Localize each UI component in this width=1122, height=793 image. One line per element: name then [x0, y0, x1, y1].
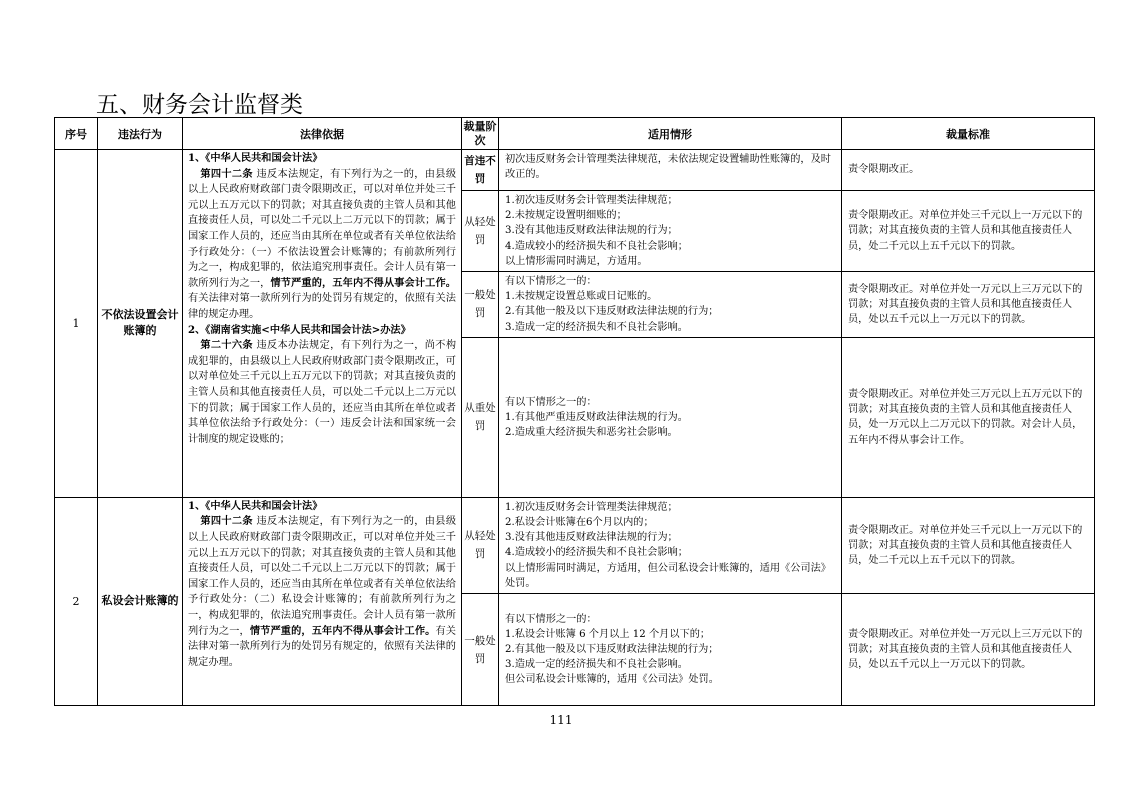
law-text: 违反本法规定，有下列行为之一的，由县级以上人民政府财政部门责令限期改正，可以对单位并处三千元以上五万元以下的罚款；对其直接负责的主管人员和其他直接责任人员，可以处二千元以上二万元以下的罚款；属于国家工作人员的，还应当由其所在单位或者有关单位依法给予行政处分：（一）不依法设置会计账簿的；有前款所列行为之一，构成犯罪的，依法追究刑事责任。会计人员有第一款所列行为之一， — [188, 168, 457, 289]
law-article: 第四十二条 — [200, 515, 253, 528]
situation-line: 1.有其他严重违反财政法律法规的行为。 — [505, 411, 688, 423]
standard-cell: 责令限期改正。对单位并处一万元以上三万元以下的罚款；对其直接负责的主管人员和其他直接责任人员，处以五千元以上一万元以下的罚款。 — [842, 272, 1095, 338]
table-row — [55, 150, 1095, 191]
penalty-discretion-table — [54, 117, 1095, 706]
table-row — [55, 497, 1095, 593]
situation-line: 以上情形需同时满足，方适用，但公司私设会计账簿的，适用《公司法》处罚。 — [505, 562, 831, 589]
situation-cell — [499, 272, 842, 338]
law-text-bold: 情节严重的，五年内不得从事会计工作。 — [249, 624, 436, 637]
situation-line: 2.有其他一般及以下违反财政法律法规的行为； — [505, 643, 719, 655]
violation-act: 不依法设置会计账簿的 — [98, 150, 183, 498]
legal-basis — [183, 150, 462, 498]
situation-line: 初次违反财务会计管理类法律规范，未依法规定设置辅助性账簿的，及时改正的。 — [505, 154, 831, 181]
situation-cell — [499, 150, 842, 191]
situation-cell — [499, 191, 842, 272]
legal-basis — [183, 497, 462, 705]
page-number: 111 — [549, 713, 573, 727]
situation-line: 以上情形需同时满足，方适用。 — [505, 255, 648, 267]
situation-line: 2.未按规定设置明细账的； — [505, 210, 627, 222]
header-act: 违法行为 — [98, 118, 183, 150]
situation-line: 3.造成一定的经济损失和不良社会影响。 — [505, 659, 688, 671]
situation-cell — [499, 594, 842, 706]
law-text: 违反本法规定，有下列行为之一的，由县级以上人民政府财政部门责令限期改正，可以对单位并处三千元以上五万元以下的罚款；对其直接负责的主管人员和其他直接责任人员，可以处二千元以上二万元以下的罚款；属于国家工作人员的，还应当由其所在单位或者有关单位依法给予行政处分：（二）私设会计账簿的；有前款所列行为之一，构成犯罪的，依法追究刑事责任。会计人员有第一款所列行为之一， — [188, 516, 457, 637]
situation-line: 4.造成较小的经济损失和不良社会影响； — [505, 547, 688, 559]
law-text: 违反本办法规定，有下列行为之一，尚不构成犯罪的，由县级以上人民政府财政部门责令限期改正，可以对单位处三千元以上五万元以下的罚款；对其直接负责的主管人员和其他直接责任人员，可以处二千元以上二万元以下的罚款；属于国家工作人员的，还应当由其所在单位或者其单位依法给予行政处分：（一）违反会计法和国家统一会计制度的规定设账的； — [188, 340, 457, 445]
situation-line: 有以下情形之一的： — [505, 276, 597, 288]
law-text: 有关法律对第一款所列行为的处罚另有规定的，依照有关法律的规定办理。 — [188, 293, 456, 320]
situation-line: 3.没有其他违反财政法律法规的行为； — [505, 225, 678, 237]
law-article: 第四十二条 — [200, 167, 253, 180]
level-label: 从轻处罚 — [462, 191, 499, 272]
standard-cell: 责令限期改正。 — [842, 150, 1095, 191]
law-text: 有关法律对第一款所列行为的处罚另有规定的，依照有关法律的规定办理。 — [188, 625, 456, 668]
law-text-bold: 情节严重的，五年内不得从事会计工作。 — [270, 276, 456, 289]
situation-line: 2.造成重大经济损失和恶劣社会影响。 — [505, 426, 678, 438]
situation-line: 1.初次违反财务会计管理类法律规范； — [505, 501, 678, 513]
header-level: 裁量阶次 — [462, 118, 499, 150]
law-heading: 2、《湖南省实施<中华人民共和国会计法>办法》 — [188, 323, 411, 336]
situation-line: 但公司私设会计账簿的，适用《公司法》处罚。 — [505, 674, 719, 686]
violation-act: 私设会计账簿的 — [98, 497, 183, 705]
level-label: 从轻处罚 — [462, 497, 499, 593]
level-label: 一般处罚 — [462, 272, 499, 338]
standard-cell: 责令限期改正。对单位并处三千元以上一万元以下的罚款；对其直接负责的主管人员和其他直接责任人员，处二千元以上五千元以下的罚款。 — [842, 497, 1095, 593]
table-header-row — [55, 118, 1095, 150]
standard-cell: 责令限期改正。对单位并处一万元以上三万元以下的罚款；对其直接负责的主管人员和其他直接责任人员，处以五千元以上一万元以下的罚款。 — [842, 594, 1095, 706]
header-law: 法律依据 — [183, 118, 462, 150]
header-no: 序号 — [55, 118, 98, 150]
level-label: 首违不罚 — [462, 150, 499, 191]
situation-line: 有以下情形之一的： — [505, 613, 597, 625]
situation-line: 3.造成一定的经济损失和不良社会影响。 — [505, 321, 688, 333]
situation-line: 3.没有其他违反财政法律法规的行为； — [505, 532, 678, 544]
situation-cell — [499, 337, 842, 497]
level-label: 从重处罚 — [462, 337, 499, 497]
law-heading: 1、《中华人民共和国会计法》 — [188, 152, 323, 164]
standard-cell: 责令限期改正。对单位并处三千元以上一万元以下的罚款；对其直接负责的主管人员和其他直接责任人员，处二千元以上五千元以下的罚款。 — [842, 191, 1095, 272]
row-number: 2 — [55, 497, 98, 705]
situation-line: 2.有其他一般及以下违反财政法律法规的行为； — [505, 306, 719, 318]
situation-line: 2.私设会计账簿在6个月以内的； — [505, 517, 654, 529]
section-title: 五、财务会计监督类 — [96, 92, 303, 118]
situation-line: 1.初次违反财务会计管理类法律规范； — [505, 195, 678, 206]
law-heading: 1、《中华人民共和国会计法》 — [188, 499, 323, 512]
header-situation: 适用情形 — [499, 118, 842, 150]
situation-cell — [499, 497, 842, 593]
law-article: 第二十六条 — [200, 339, 253, 352]
situation-line: 1.未按规定设置总账或日记账的。 — [505, 291, 658, 303]
situation-line: 1.私设会计账簿 6 个月以上 12 个月以下的； — [505, 628, 711, 640]
standard-cell: 责令限期改正。对单位并处三万元以上五万元以下的罚款；对其直接负责的主管人员和其他直接责任人员，处一万元以上二万元以下的罚款。对会计人员，五年内不得从事会计工作。 — [842, 337, 1095, 497]
row-number: 1 — [55, 150, 98, 498]
situation-line: 4.造成较小的经济损失和不良社会影响； — [505, 240, 688, 252]
level-label: 一般处罚 — [462, 594, 499, 706]
header-standard: 裁量标准 — [842, 118, 1095, 150]
situation-line: 有以下情形之一的： — [505, 396, 597, 408]
